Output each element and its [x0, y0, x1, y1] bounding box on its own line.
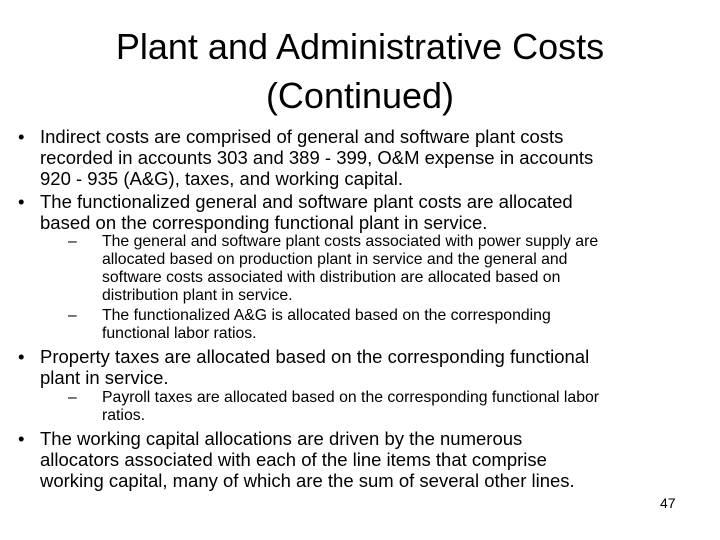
page-number: 47: [660, 495, 676, 511]
dash-marker: –: [68, 389, 77, 406]
text-line: The functionalized A&G is allocated based on the corresponding: [102, 307, 551, 324]
sub-bullet-item: [68, 233, 598, 305]
bullet-text: [102, 233, 598, 305]
bullet-item: [18, 126, 593, 189]
bullet-text: [40, 428, 575, 491]
text-line: Payroll taxes are allocated based on the corresponding functional labor: [102, 389, 600, 406]
text-line: 920 - 935 (A&G), taxes, and working capital.: [40, 168, 403, 189]
sub-bullet-item: [68, 307, 551, 343]
bullet-marker: •: [18, 346, 25, 367]
text-line: recorded in accounts 303 and 389 - 399, O&M expense in accounts: [40, 147, 594, 168]
text-line: software costs associated with distribution are allocated based on: [102, 269, 561, 286]
text-line: The general and software plant costs associated with power supply are: [102, 233, 599, 250]
text-line: plant in service.: [40, 367, 169, 388]
text-line: allocators associated with each of the line items that comprise: [40, 449, 547, 470]
bullet-text: [40, 191, 573, 233]
bullet-text: [40, 126, 593, 189]
bullet-item: [18, 428, 575, 491]
text-line: Indirect costs are comprised of general and software plant costs: [40, 126, 564, 147]
text-line: The functionalized general and software plant costs are allocated: [40, 191, 573, 212]
bullet-text: [102, 307, 551, 343]
title-line: (Continued): [265, 75, 455, 116]
bullet-text: [40, 346, 589, 388]
bullet-marker: •: [18, 126, 25, 147]
text-line: ratios.: [102, 407, 146, 424]
bullet-text: [102, 389, 599, 425]
dash-marker: –: [68, 307, 77, 324]
bullet-item: [18, 346, 589, 388]
bullet-item: [18, 191, 573, 233]
text-line: functional labor ratios.: [102, 325, 257, 342]
slide-title: [0, 22, 720, 120]
dash-marker: –: [68, 233, 77, 250]
title-line: Plant and Administrative Costs: [115, 26, 605, 67]
text-line: distribution plant in service.: [102, 287, 293, 304]
text-line: based on the corresponding functional plant in service.: [40, 212, 488, 233]
sub-bullet-item: [68, 389, 599, 425]
bullet-marker: •: [18, 191, 25, 212]
text-line: working capital, many of which are the sum of several other lines.: [40, 470, 575, 491]
text-line: allocated based on production plant in service and the general and: [102, 251, 568, 268]
bullet-marker: •: [18, 428, 25, 449]
text-line: The working capital allocations are driven by the numerous: [40, 428, 523, 449]
text-line: Property taxes are allocated based on the corresponding functional: [40, 346, 590, 367]
